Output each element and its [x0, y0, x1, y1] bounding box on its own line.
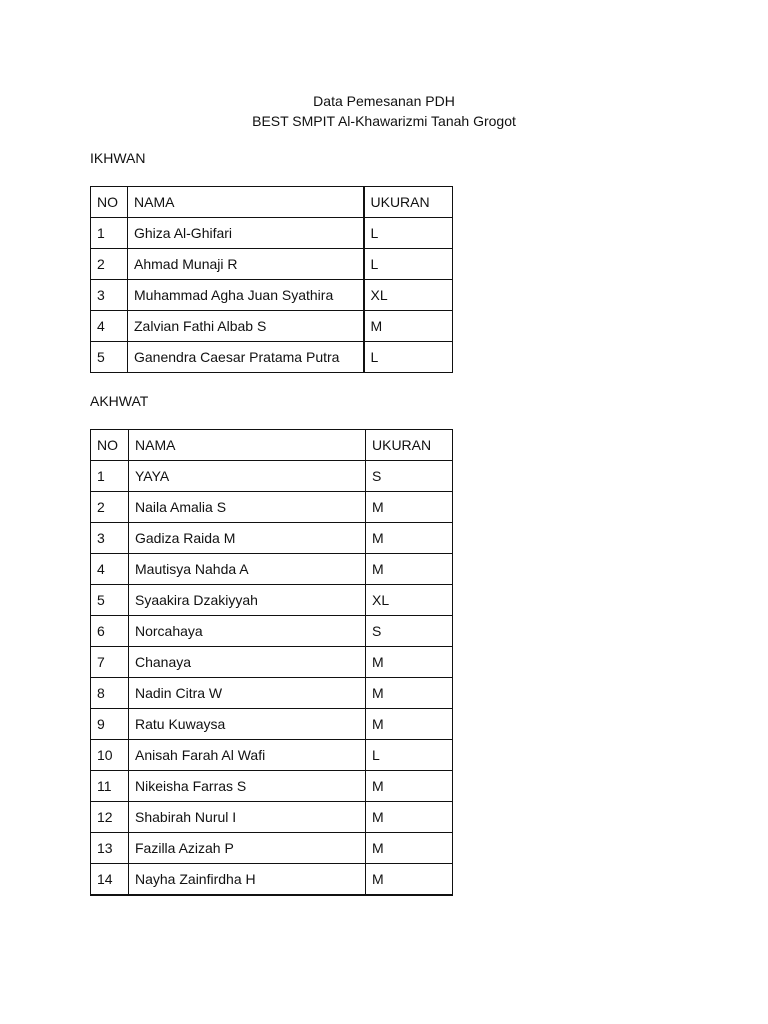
header-no: NO	[91, 187, 128, 218]
table-row	[91, 709, 453, 740]
table-row	[91, 280, 453, 311]
cell-nama: Ratu Kuwaysa	[129, 709, 366, 740]
header-no: NO	[91, 430, 129, 461]
cell-nama: Nikeisha Farras S	[129, 771, 366, 802]
cell-no: 4	[91, 554, 129, 585]
cell-ukuran: M	[366, 523, 453, 554]
cell-ukuran: S	[366, 461, 453, 492]
table-row	[91, 492, 453, 523]
table-header-row	[91, 430, 453, 461]
cell-ukuran: L	[364, 249, 453, 280]
cell-no: 2	[91, 249, 128, 280]
table-row	[91, 616, 453, 647]
cell-no: 1	[91, 218, 128, 249]
cell-nama: YAYA	[129, 461, 366, 492]
cell-ukuran: L	[366, 740, 453, 771]
table-row	[91, 249, 453, 280]
cell-ukuran: M	[364, 311, 453, 342]
cell-ukuran: L	[364, 342, 453, 373]
table-row	[91, 311, 453, 342]
cell-nama: Gadiza Raida M	[129, 523, 366, 554]
table-row	[91, 740, 453, 771]
cell-nama: Mautisya Nahda A	[129, 554, 366, 585]
cell-ukuran: M	[366, 771, 453, 802]
cell-no: 11	[91, 771, 129, 802]
akhwat-section-label: AKHWAT	[90, 393, 149, 409]
table-row	[91, 585, 453, 616]
cell-no: 10	[91, 740, 129, 771]
cell-nama: Anisah Farah Al Wafi	[129, 740, 366, 771]
document-title: Data Pemesanan PDH	[313, 93, 455, 109]
cell-ukuran: XL	[364, 280, 453, 311]
cell-no: 14	[91, 864, 129, 896]
cell-ukuran: M	[366, 709, 453, 740]
cell-no: 8	[91, 678, 129, 709]
cell-ukuran: XL	[366, 585, 453, 616]
table-row	[91, 833, 453, 864]
ikhwan-table	[90, 186, 453, 373]
cell-ukuran: S	[366, 616, 453, 647]
table-row	[91, 802, 453, 833]
cell-ukuran: L	[364, 218, 453, 249]
table-row	[91, 523, 453, 554]
cell-nama: Nadin Citra W	[129, 678, 366, 709]
header-ukuran: UKURAN	[366, 430, 453, 461]
cell-ukuran: M	[366, 492, 453, 523]
table-row	[91, 647, 453, 678]
cell-nama: Chanaya	[129, 647, 366, 678]
table-row	[91, 864, 453, 896]
cell-nama: Syaakira Dzakiyyah	[129, 585, 366, 616]
cell-ukuran: M	[366, 554, 453, 585]
cell-nama: Ahmad Munaji R	[128, 249, 364, 280]
cell-ukuran: M	[366, 678, 453, 709]
header-nama: NAMA	[128, 187, 364, 218]
cell-ukuran: M	[366, 833, 453, 864]
cell-nama: Muhammad Agha Juan Syathira	[128, 280, 364, 311]
cell-no: 5	[91, 342, 128, 373]
akhwat-table	[90, 429, 453, 896]
cell-no: 2	[91, 492, 129, 523]
cell-no: 3	[91, 523, 129, 554]
table-row	[91, 218, 453, 249]
table-row	[91, 342, 453, 373]
cell-no: 4	[91, 311, 128, 342]
cell-no: 9	[91, 709, 129, 740]
cell-nama: Fazilla Azizah P	[129, 833, 366, 864]
cell-nama: Naila Amalia S	[129, 492, 366, 523]
header-nama: NAMA	[129, 430, 366, 461]
cell-nama: Norcahaya	[129, 616, 366, 647]
ikhwan-section-label: IKHWAN	[90, 150, 146, 166]
cell-no: 13	[91, 833, 129, 864]
cell-no: 6	[91, 616, 129, 647]
cell-no: 12	[91, 802, 129, 833]
cell-no: 7	[91, 647, 129, 678]
table-row	[91, 554, 453, 585]
cell-nama: Zalvian Fathi Albab S	[128, 311, 364, 342]
table-row	[91, 461, 453, 492]
cell-nama: Ganendra Caesar Pratama Putra	[128, 342, 364, 373]
document-subtitle: BEST SMPIT Al-Khawarizmi Tanah Grogot	[252, 113, 516, 129]
cell-nama: Nayha Zainfirdha H	[129, 864, 366, 896]
cell-nama: Shabirah Nurul I	[129, 802, 366, 833]
table-header-row	[91, 187, 453, 218]
cell-no: 3	[91, 280, 128, 311]
cell-nama: Ghiza Al-Ghifari	[128, 218, 364, 249]
table-row	[91, 771, 453, 802]
cell-ukuran: M	[366, 864, 453, 896]
cell-ukuran: M	[366, 647, 453, 678]
cell-no: 5	[91, 585, 129, 616]
table-row	[91, 678, 453, 709]
header-ukuran: UKURAN	[364, 187, 453, 218]
cell-no: 1	[91, 461, 129, 492]
cell-ukuran: M	[366, 802, 453, 833]
